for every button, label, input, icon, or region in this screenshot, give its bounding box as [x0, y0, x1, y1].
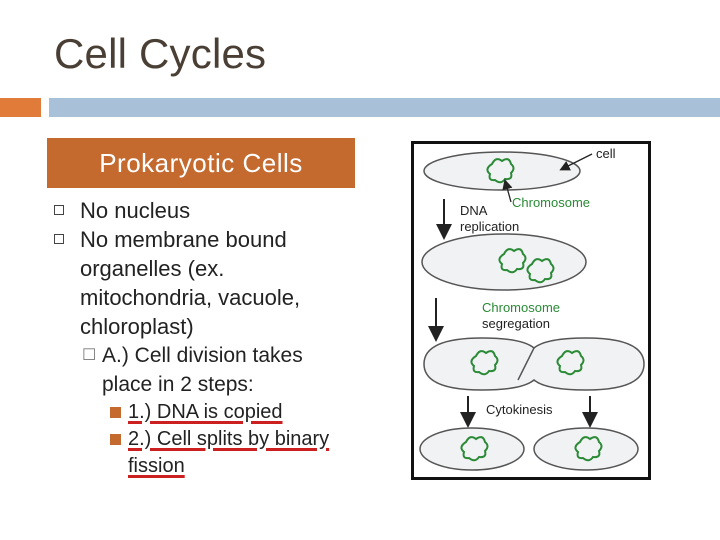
sub-sub-bullet-text: 2.) Cell splits by binary fission: [128, 428, 330, 477]
label-replication: replication: [460, 219, 520, 234]
accent-bar-blue: [49, 98, 720, 117]
sub-bullet-text: A.) Cell division takes place in 2 steps:: [102, 344, 303, 396]
label-chromosome: Chromosome: [512, 195, 591, 210]
banner-label: Prokaryotic Cells: [99, 147, 303, 178]
accent-bar-orange: [0, 98, 41, 117]
sub-sub-bullet-item: [52, 399, 352, 426]
binary-fission-diagram: [411, 141, 651, 480]
box-bullet-icon: ☐: [82, 347, 97, 364]
cell-stage-1: [424, 152, 580, 190]
daughter-cell: [420, 428, 524, 470]
daughter-cell: [534, 428, 638, 470]
label-dna: DNA: [460, 203, 488, 218]
bullet-text: No membrane bound organelles (ex. mitochondria, vacuole, chloroplast): [80, 227, 301, 339]
accent-bar-gap: [41, 98, 49, 117]
diagram-svg: [414, 144, 648, 477]
hollow-square-bullet-icon: [54, 234, 64, 244]
filled-square-bullet-icon: [110, 434, 121, 445]
sub-bullet-item: [52, 341, 352, 399]
label-cytokinesis: Cytokinesis: [486, 402, 553, 417]
sub-sub-bullet-text: 1.) DNA is copied: [128, 401, 283, 423]
cell-stage-2: [422, 234, 586, 290]
label-chromosome-2: Chromosome: [482, 300, 561, 315]
filled-square-bullet-icon: [110, 407, 121, 418]
section-banner: [47, 138, 355, 188]
bullet-list: [52, 196, 352, 480]
sub-sub-bullet-item: [52, 426, 352, 480]
bullet-text: No nucleus: [80, 198, 191, 223]
label-segregation: segregation: [482, 316, 550, 331]
bullet-item: [52, 196, 352, 225]
cell-stage-3: [424, 338, 644, 390]
hollow-square-bullet-icon: [54, 205, 64, 215]
label-cell: cell: [596, 146, 616, 161]
slide-title: Cell Cycles: [54, 30, 267, 77]
bullet-item: [52, 225, 352, 341]
